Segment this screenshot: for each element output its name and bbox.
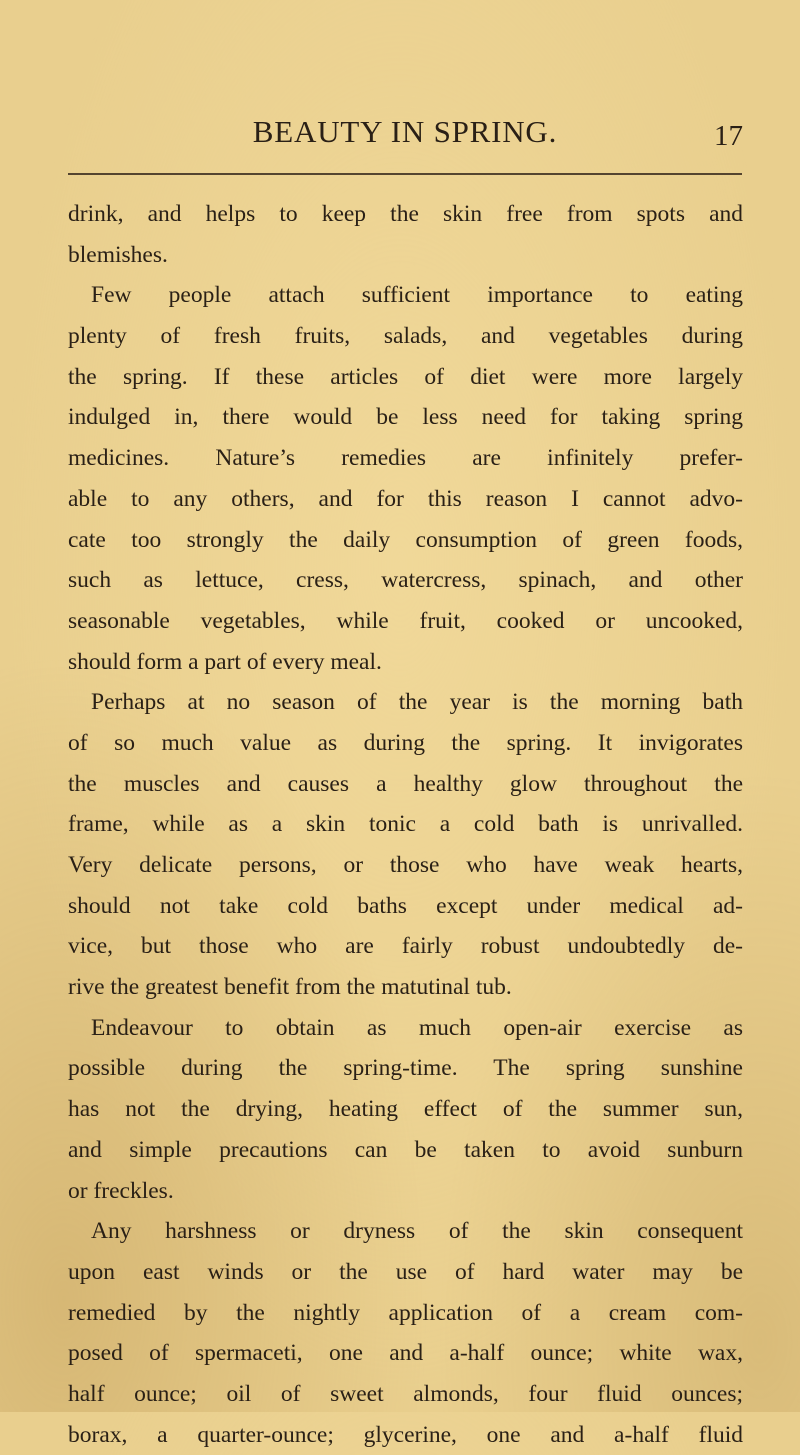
text-line: Perhaps at no season of the year is the morning bath [91,689,743,716]
text-line: or freckles. [68,1177,174,1204]
text-line: Very delicate persons, or those who have weak hearts, [68,852,743,878]
text-line: indulged in, there would be less need for taking spring [68,404,743,431]
text-line: Endeavour to obtain as much open-air exercise as [91,1014,743,1041]
text-line: remedied by the nightly application of a cream com- [68,1299,743,1326]
body-text [68,194,743,1455]
text-line: cate too strongly the daily consumption of green foods, [68,526,743,553]
text-line: drink, and helps to keep the skin free from spots and [68,201,743,227]
text-line: possible during the spring-time. The spring sunshine [68,1055,743,1082]
header-rule [68,173,742,175]
text-line: the spring. If these articles of diet were more largely [68,363,743,390]
text-line: seasonable vegetables, while fruit, cooked or uncooked, [68,607,743,634]
text-line: Few people attach sufficient importance to eating [91,282,743,309]
text-line: should form a part of every meal. [68,648,382,675]
text-line: plenty of fresh fruits, salads, and vegetables during [68,323,743,350]
page-number: 17 [714,120,743,152]
text-line: borax, a quarter-ounce; glycerine, one and a-half fluid [68,1421,743,1448]
running-head [67,112,743,160]
text-line: of so much value as during the spring. It invigorates [68,729,743,756]
text-line: posed of spermaceti, one and a-half ounce; white wax, [68,1340,743,1367]
text-line: should not take cold baths except under medical ad- [68,892,743,919]
running-title: BEAUTY IN SPRING. [252,114,558,149]
text-line: such as lettuce, cress, watercress, spinach, and other [68,567,743,594]
text-line: and simple precautions can be taken to avoid sunburn [68,1136,743,1163]
text-line: upon east winds or the use of hard water may be [68,1258,743,1285]
text-line: frame, while as a skin tonic a cold bath is unrivalled. [68,811,743,838]
text-line: able to any others, and for this reason I cannot advo- [68,485,743,512]
text-line: has not the drying, heating effect of the summer sun, [68,1096,743,1123]
text-line: vice, but those who are fairly robust undoubtedly de- [68,933,743,960]
text-line: rive the greatest benefit from the matutinal tub. [68,974,512,1001]
text-line: Any harshness or dryness of the skin consequent [91,1218,743,1245]
text-line: the muscles and causes a healthy glow throughout the [68,770,743,797]
text-line: blemishes. [68,241,168,268]
text-line: half ounce; oil of sweet almonds, four fluid ounces; [68,1380,743,1407]
text-line: medicines. Nature’s remedies are infinitely prefer- [68,445,743,472]
